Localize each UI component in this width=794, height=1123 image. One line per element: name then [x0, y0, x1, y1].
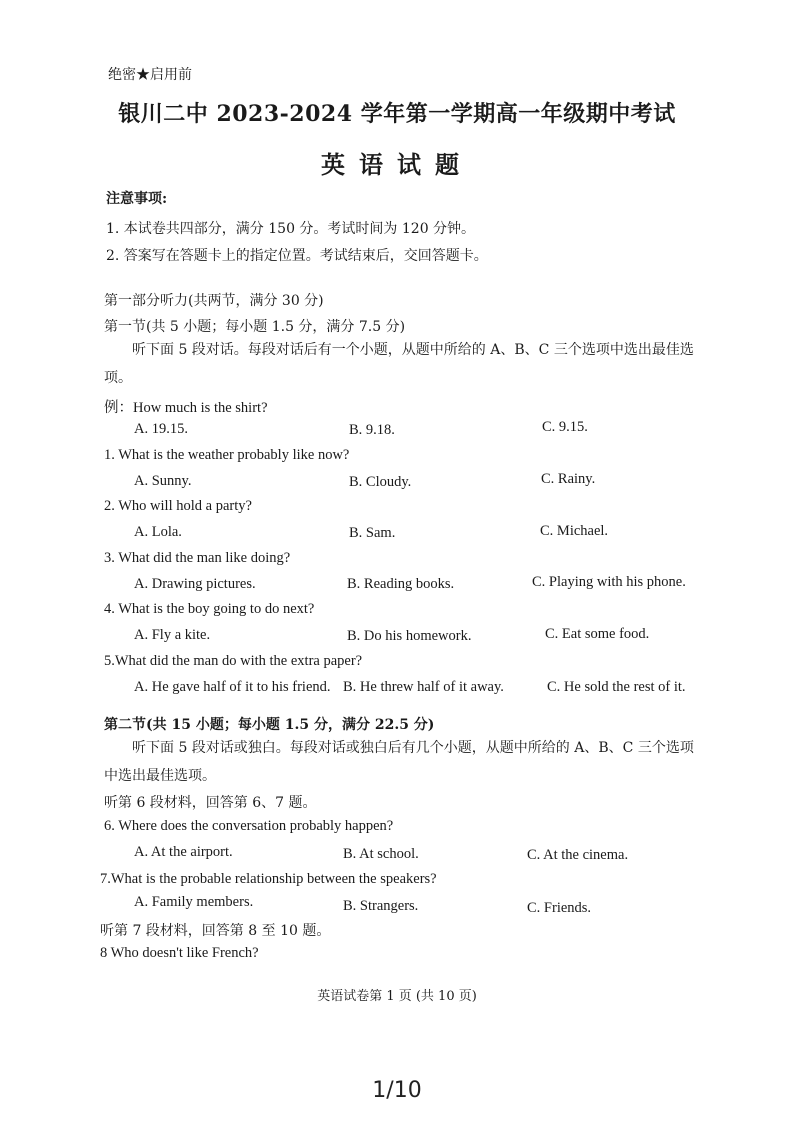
- example-question: 例：How much is the shirt?: [104, 400, 268, 416]
- question-3-option-c: C. Playing with his phone.: [532, 574, 686, 590]
- question-3: 3. What did the man like doing?: [104, 550, 291, 566]
- question-7-option-c: C. Friends.: [527, 900, 592, 916]
- question-6: 6. Where does the conversation probably happen?: [104, 818, 394, 834]
- question-1-option-b: B. Cloudy.: [349, 474, 412, 490]
- question-5-option-b: B. He threw half of it away.: [343, 679, 504, 695]
- material-7-note: 听第 7 段材料，回答第 8 至 10 题。: [100, 923, 331, 939]
- question-5: 5.What did the man do with the extra paper?: [104, 653, 363, 669]
- question-7-option-b: B. Strangers.: [343, 898, 419, 914]
- question-1-option-a: A. Sunny.: [134, 473, 192, 489]
- question-2-option-b: B. Sam.: [349, 525, 396, 541]
- section1-heading: 第一节(共 5 小题；每小题 1.5 分，满分 7.5 分): [104, 319, 406, 335]
- example-option-a: A. 19.15.: [134, 421, 188, 437]
- question-4-option-b: B. Do his homework.: [347, 628, 472, 644]
- question-1: 1. What is the weather probably like now?: [104, 447, 350, 463]
- material-6-note: 听第 6 段材料，回答第 6、7 题。: [104, 795, 317, 811]
- section2-heading: 第二节(共 15 小题；每小题 1.5 分，满分 22.5 分): [104, 717, 435, 733]
- question-6-option-a: A. At the airport.: [134, 844, 233, 860]
- notice-item-2: 2. 答案写在答题卡上的指定位置。考试结束后，交回答题卡。: [106, 248, 488, 264]
- question-3-option-b: B. Reading books.: [347, 576, 455, 592]
- exam-title: 银川二中 2023-2024 学年第一学期高一年级期中考试: [118, 101, 676, 127]
- question-5-option-c: C. He sold the rest of it.: [547, 679, 686, 695]
- secret-mark: 绝密★启用前: [108, 67, 192, 83]
- question-4-option-a: A. Fly a kite.: [134, 627, 211, 643]
- page-indicator: 1/10: [372, 1078, 422, 1103]
- question-7-option-a: A. Family members.: [134, 894, 254, 910]
- question-6-option-c: C. At the cinema.: [527, 847, 629, 863]
- section2-instruction: 听下面 5 段对话或独白。每段对话或独白后有几个小题，从题中所给的 A、B、C 三个选项中选出最佳选项。: [104, 740, 694, 784]
- question-7: 7.What is the probable relationship between the speakers?: [100, 871, 437, 887]
- question-2: 2. Who will hold a party?: [104, 498, 252, 514]
- question-4: 4. What is the boy going to do next?: [104, 601, 315, 617]
- part1-heading: 第一部分听力(共两节，满分 30 分): [104, 293, 324, 309]
- notice-item-1: 1. 本试卷共四部分，满分 150 分。考试时间为 120 分钟。: [106, 221, 476, 237]
- page-footer: 英语试卷第 1 页 (共 10 页): [317, 989, 477, 1004]
- question-2-option-a: A. Lola.: [134, 524, 182, 540]
- question-5-option-a: A. He gave half of it to his friend.: [134, 679, 331, 695]
- question-4-option-c: C. Eat some food.: [545, 626, 650, 642]
- question-2-option-c: C. Michael.: [540, 523, 609, 539]
- example-option-b: B. 9.18.: [349, 422, 395, 438]
- question-1-option-c: C. Rainy.: [541, 471, 596, 487]
- question-8: 8 Who doesn't like French?: [100, 945, 259, 961]
- section1-instruction: 听下面 5 段对话。每段对话后有一个小题，从题中所给的 A、B、C 三个选项中选出最佳选项。: [104, 342, 694, 386]
- question-6-option-b: B. At school.: [343, 846, 419, 862]
- example-option-c: C. 9.15.: [542, 419, 588, 435]
- question-3-option-a: A. Drawing pictures.: [134, 576, 256, 592]
- notice-heading: 注意事项:: [106, 191, 168, 207]
- exam-subtitle: 英语试题: [321, 150, 473, 179]
